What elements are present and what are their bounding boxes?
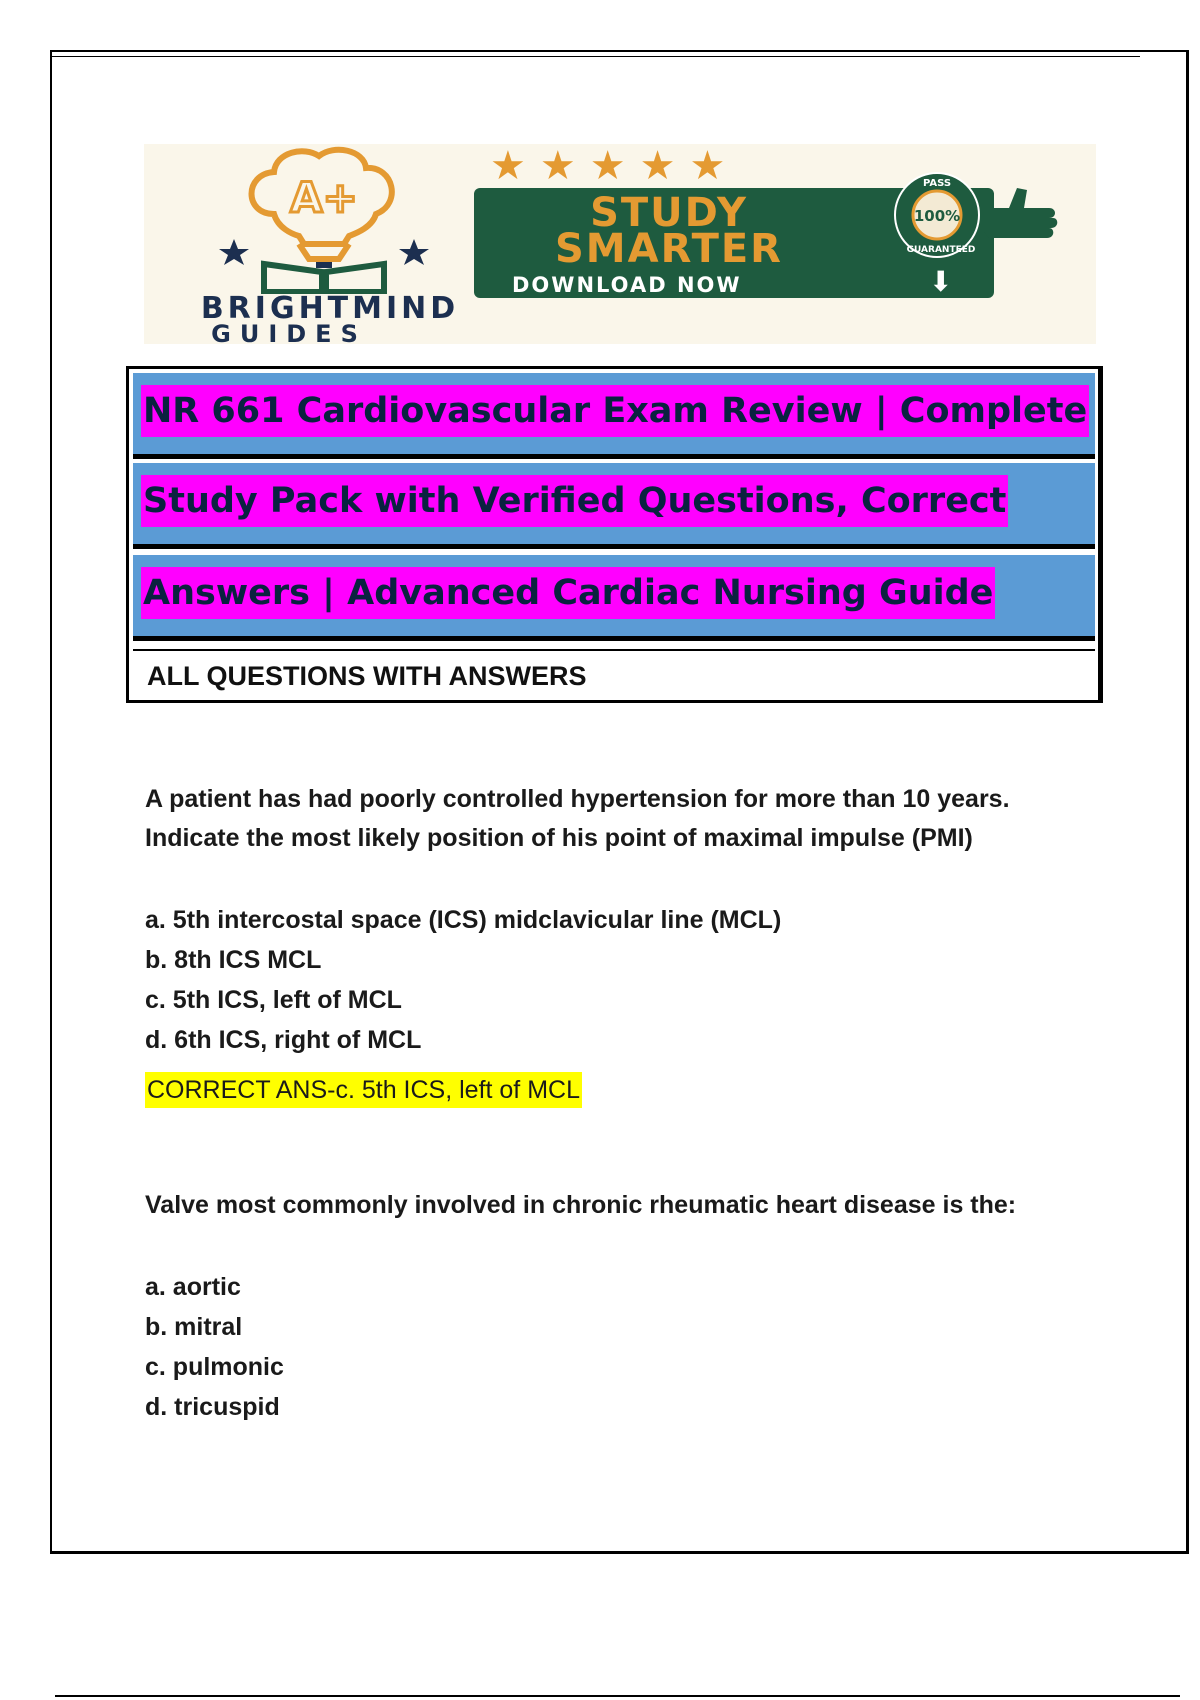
option-a: a. 5th intercostal space (ICS) midclavicular line (MCL) xyxy=(145,906,782,934)
cta-title-line2: SMARTER xyxy=(555,226,783,272)
subtitle-row xyxy=(133,649,1095,699)
question-2-options xyxy=(145,1267,1095,1427)
download-arrow-icon: ⬇ xyxy=(929,266,953,297)
question-list xyxy=(145,780,1095,1427)
question-1-options xyxy=(145,900,1095,1060)
promo-banner[interactable] xyxy=(144,144,1096,344)
title-line-3: Answers | Advanced Cardiac Nursing Guide xyxy=(141,567,995,619)
option-c: c. pulmonic xyxy=(145,1353,284,1381)
option-b: b. 8th ICS MCL xyxy=(145,946,322,974)
title-line-1: NR 661 Cardiovascular Exam Review | Complete xyxy=(141,385,1089,437)
brand-name: BRIGHTMIND xyxy=(200,291,460,326)
seal-pass: PASS xyxy=(922,178,952,189)
download-now-label: DOWNLOAD NOW xyxy=(512,273,742,297)
seal-guaranteed: GUARANTEED xyxy=(906,245,976,255)
a-plus-badge: A+ xyxy=(290,173,358,222)
cta-title-line1: STUDY xyxy=(590,190,748,236)
question-1-text-line1: A patient has had poorly controlled hypertension for more than 10 years. xyxy=(145,785,1010,813)
title-table xyxy=(126,366,1103,703)
option-a: a. aortic xyxy=(145,1273,241,1301)
bottom-rule xyxy=(55,1695,1180,1697)
question-1-text-line2: Indicate the most likely position of his point of maximal impulse (PMI) xyxy=(145,824,973,852)
question-1 xyxy=(145,780,1095,1108)
question-2-text: Valve most commonly involved in chronic rheumatic heart disease is the: xyxy=(145,1191,1017,1219)
rating-stars: ★★★★★ xyxy=(490,144,740,188)
option-d: d. tricuspid xyxy=(145,1393,280,1421)
lightbulb-book-logo-icon xyxy=(204,144,444,294)
guarantee-seal-icon xyxy=(889,170,1094,260)
title-row-1 xyxy=(133,373,1095,459)
question-2 xyxy=(145,1186,1095,1427)
correct-answer: CORRECT ANS-c. 5th ICS, left of MCL xyxy=(145,1072,582,1108)
option-c: c. 5th ICS, left of MCL xyxy=(145,986,402,1014)
brand-subtitle: GUIDES xyxy=(211,320,367,344)
title-line-2: Study Pack with Verified Questions, Correct xyxy=(141,475,1008,527)
option-d: d. 6th ICS, right of MCL xyxy=(145,1026,422,1054)
seal-percent: 100% xyxy=(913,207,961,225)
top-rule xyxy=(50,56,1140,57)
title-row-2 xyxy=(133,463,1095,549)
title-row-3 xyxy=(133,555,1095,641)
subtitle: ALL QUESTIONS WITH ANSWERS xyxy=(147,661,587,691)
option-b: b. mitral xyxy=(145,1313,243,1341)
